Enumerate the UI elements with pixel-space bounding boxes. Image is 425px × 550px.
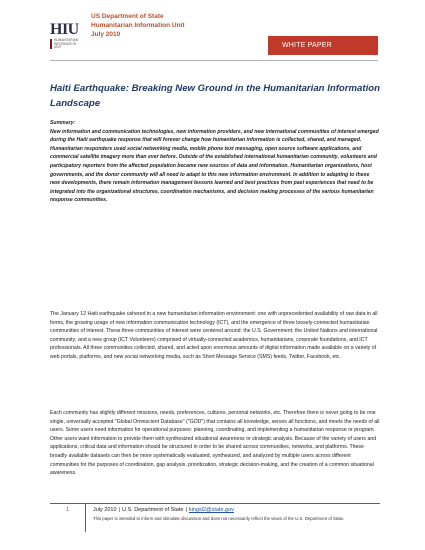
summary-section [50, 119, 380, 205]
body-paragraph-1: The January 12 Haiti earthquake ushered in a new humanitarian information environment: one with unprecedented availability of raw data in all forms, the growing usage of new information communication technology (ICT), and the emergence of three loosely-connected humanitarian communities of interest. These three communities of interest were centered around: the U.S. Government; the United Nations and international community; and a new group (ICT Volunteers) comprised of virtually-connected academics, humanitarians, corporate foundations, and ICT professionals. All three communities collected, shared, and acted upon enormous amounts of digital information made available on a variety of web portals, platforms, and new social networking media, such as Short Message Service (SMS) feeds, Twitter, Facebook, etc. [50, 311, 378, 360]
org-line-department: US Department of State [91, 13, 164, 20]
logo-mark: HIU [50, 21, 79, 38]
hiu-logo [50, 22, 86, 52]
org-line-unit: Humanitarian Information Unit [91, 22, 185, 29]
page-footer [50, 503, 380, 534]
org-block [91, 12, 185, 39]
logo-bar [50, 39, 52, 49]
white-paper-badge: WHITE PAPER [268, 36, 378, 55]
document-title: Haiti Earthquake: Breaking New Ground in the Humanitarian Information Landscape [50, 83, 380, 109]
header-divider [50, 60, 378, 61]
summary-label: Summary: [50, 120, 76, 126]
body-paragraph-2: Each community has slightly different missions, needs, preferences, cultures, personal networks, etc. Therefore there is never going to be one single, universally accepted "Global Omniscient Database" ("GOD") that contains all knowledge, serves all functions, and meets the needs of all users. Some users need information for operational purposes: planning, coordinating, and implementing a humanitarian response or program. Other users want information to provide them with synthesized situational awareness or strategic analysis. Because of the variety of users and applications, critical data and information should be structured in order to be shared across communities, networks, and platforms. These broadly available datasets can then be more systematically evaluated, synthesized, and analyzed by multiple users across different communities for the purposes of coordination, gap analysis, prioritization, strategic decision-making, and the creation of a common situational awareness. [50, 410, 380, 477]
footer-disclaimer: This paper is intended to inform and stimulate discussion and does not necessarily reflect the views of the U.S. Department of State. [93, 516, 345, 521]
org-line-date: July 2010 [91, 31, 121, 38]
logo-caption: HUMANITARIAN INFORMATION UNIT [54, 38, 79, 50]
page-number: 1 [50, 504, 86, 532]
footer-email-link[interactable]: kingsl2@state.gov [188, 507, 234, 513]
footer-date: July 2010 [93, 507, 117, 513]
summary-text: New information and communication technologies, new information providers, and new international communities of interest emerged during the Haiti earthquake response that will forever change how humanitarian information is collected, shared, and managed. Humanitarian responders used social networking media, mobile phone text messaging, open source software applications, and commercial satellite imagery more than ever before. Outside of the established international humanitarian community, volunteers and participatory reporters from the affected population became new sources of data and information. Humanitarian organizations, host governments, and the donor community will all need to adapt to this new information environment. In addition to adapting to these new developments, there remain information management lessons learned and best practices from past experiences that need to be integrated into the organizational structures, coordination mechanisms, and decision making processes of the various humanitarian response communities. [50, 128, 379, 204]
footer-org: U.S. Department of State [121, 507, 184, 513]
footer-line: July 2010 | U.S. Department of State | kingsl2@state.gov [93, 507, 234, 513]
